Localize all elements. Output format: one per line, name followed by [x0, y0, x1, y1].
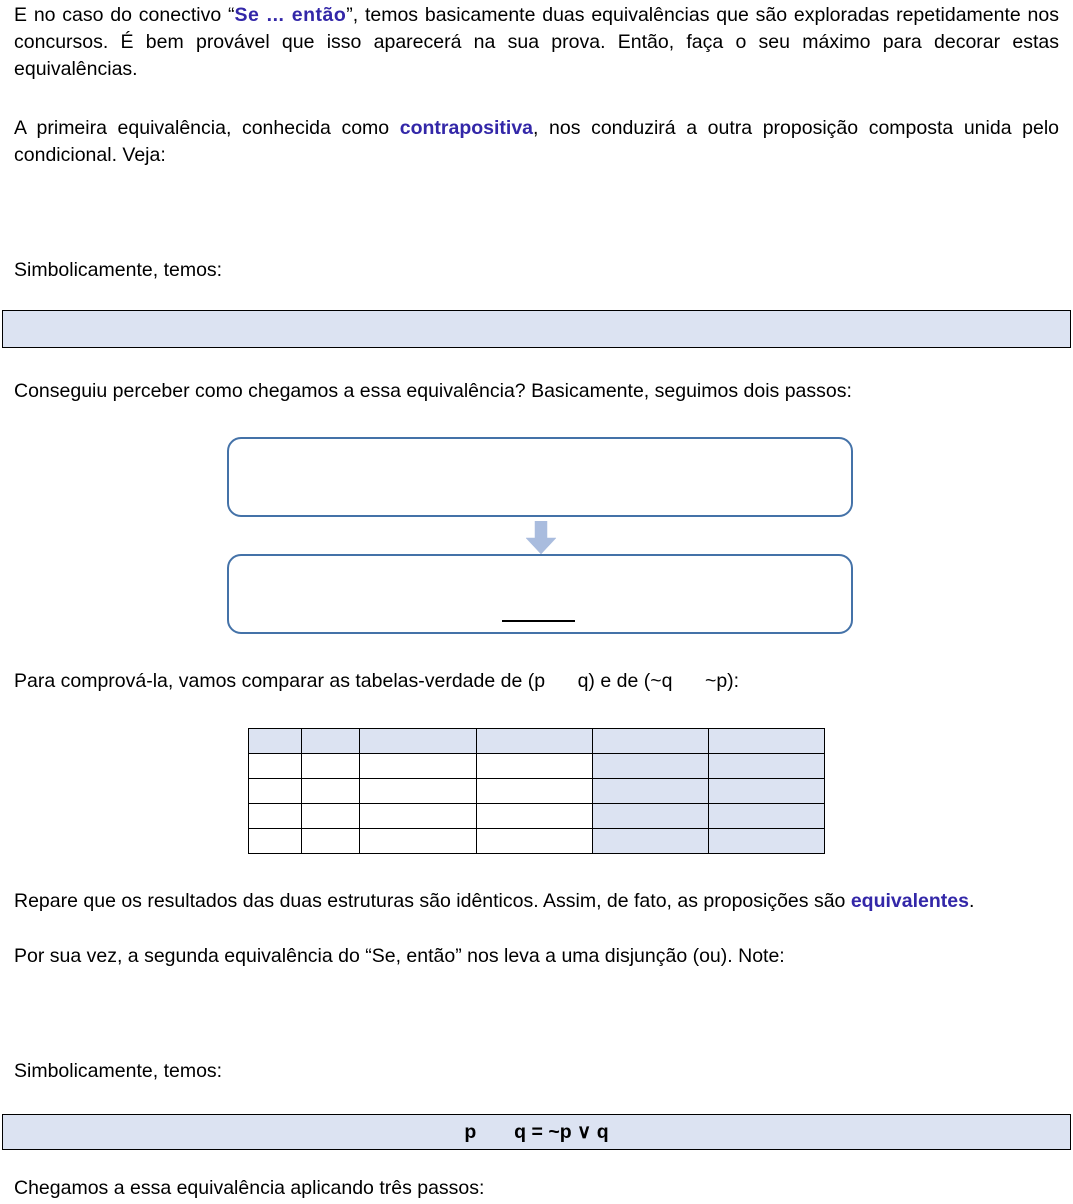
truth-table-cell: [593, 829, 709, 854]
paragraph-identical-results-part1: Repare que os resultados das duas estruturas são idênticos. Assim, de fato, as proposições são: [14, 890, 851, 912]
paragraph-identical-results-part2: .: [968, 890, 975, 912]
truth-table-cell: [477, 779, 593, 804]
paragraph-identical-results: [14, 888, 1059, 915]
truth-table-header-cell: [249, 729, 302, 754]
truth-table-cell: [477, 804, 593, 829]
callout-box-step-2: [227, 554, 853, 634]
truth-table-cell: [360, 804, 477, 829]
formula-bar-contrapositiva: [2, 310, 1071, 348]
paragraph-intro-part2: ”, temos basicamente duas equivalências que são exploradas repetidamente nos concursos. É bem provável que isso aparecerá na sua prova. Então, faça o seu máximo para decorar estas equivalências.: [14, 4, 1059, 80]
paragraph-intro: [14, 2, 1059, 83]
paragraph-disjunction-intro: Por sua vez, a segunda equivalência do “Se, então” nos leva a uma disjunção (ou). Note:: [14, 945, 785, 967]
truth-table-header-row: [249, 729, 825, 754]
table-row: [249, 779, 825, 804]
truth-table-cell: [593, 804, 709, 829]
down-arrow-icon: [525, 521, 557, 555]
paragraph-three-steps: Chegamos a essa equivalência aplicando três passos:: [14, 1177, 485, 1199]
truth-table-cell: [302, 829, 360, 854]
truth-table-cell: [593, 779, 709, 804]
truth-table: [248, 728, 825, 854]
truth-table-header-cell: [593, 729, 709, 754]
truth-table-cell: [360, 829, 477, 854]
truth-table-header-cell: [477, 729, 593, 754]
table-row: [249, 754, 825, 779]
paragraph-contrapositiva-part2: , nos conduzirá a outra proposição composta unida pelo condicional. Veja:: [14, 117, 1059, 166]
truth-table-cell: [593, 754, 709, 779]
truth-table-cell: [360, 754, 477, 779]
truth-table-cell: [709, 779, 825, 804]
table-row: [249, 829, 825, 854]
paragraph-identical-results-highlight: equivalentes: [850, 890, 969, 912]
truth-table-header-cell: [302, 729, 360, 754]
truth-table-cell: [249, 754, 302, 779]
formula-bar-disjunction-text: p q = ~p ∨ q: [464, 1121, 609, 1143]
truth-table-cell: [709, 829, 825, 854]
label-symbolically-2: Simbolicamente, temos:: [14, 1060, 223, 1082]
paragraph-intro-part1: E no caso do conectivo “: [14, 4, 235, 26]
truth-table-cell: [302, 779, 360, 804]
truth-table-cell: [249, 779, 302, 804]
truth-table-cell: [249, 829, 302, 854]
truth-table-cell: [709, 754, 825, 779]
paragraph-intro-highlight: Se ... então: [234, 4, 347, 26]
paragraph-steps-intro: Conseguiu perceber como chegamos a essa equivalência? Basicamente, seguimos dois passos:: [14, 380, 852, 402]
truth-table-cell: [477, 754, 593, 779]
truth-table-header-cell: [709, 729, 825, 754]
truth-table-cell: [302, 804, 360, 829]
table-row: [249, 804, 825, 829]
truth-table-header-cell: [360, 729, 477, 754]
truth-table-cell: [302, 754, 360, 779]
paragraph-contrapositiva-highlight: contrapositiva: [399, 117, 534, 139]
truth-table-cell: [477, 829, 593, 854]
formula-bar-disjunction: [2, 1114, 1071, 1150]
paragraph-contrapositiva: [14, 115, 1059, 169]
truth-table-cell: [709, 804, 825, 829]
callout-box-step-1: [227, 437, 853, 517]
label-symbolically-1: Simbolicamente, temos:: [14, 259, 223, 281]
callout-box-step-2-underline: [502, 620, 575, 622]
paragraph-contrapositiva-part1: A primeira equivalência, conhecida como: [14, 117, 400, 139]
truth-table-cell: [360, 779, 477, 804]
paragraph-compare-tables: Para comprová-la, vamos comparar as tabelas-verdade de (p q) e de (~q ~p):: [14, 670, 740, 692]
truth-table-cell: [249, 804, 302, 829]
